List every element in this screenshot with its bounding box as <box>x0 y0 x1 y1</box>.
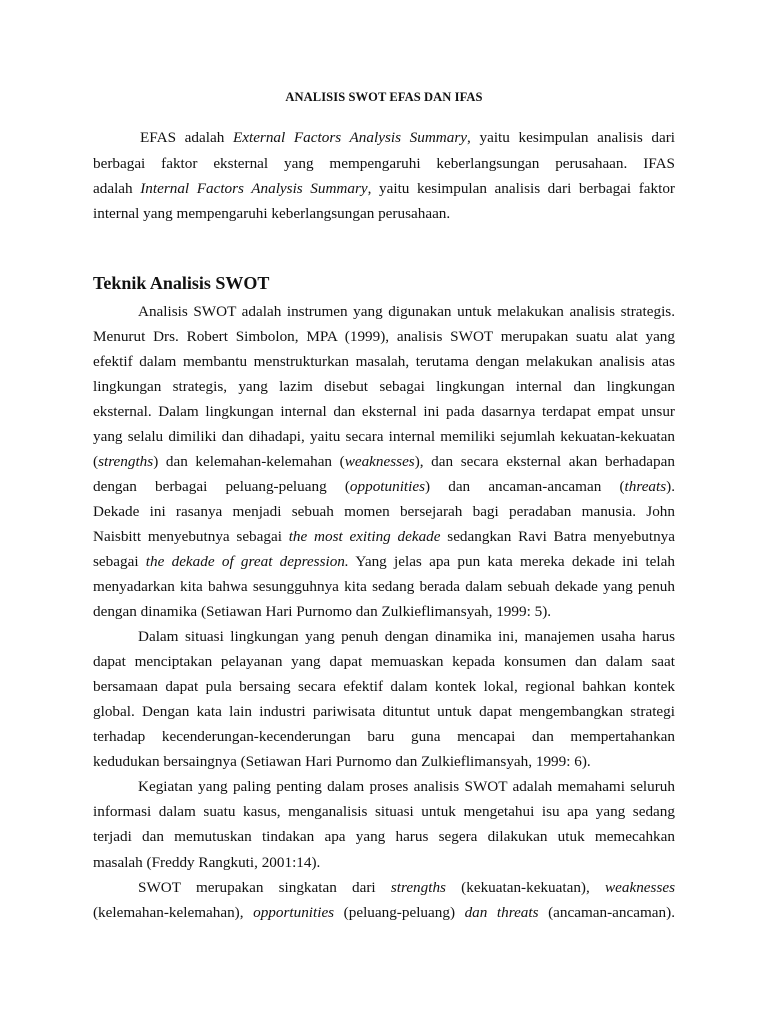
text-run: (kekuatan-kekuatan), <box>445 878 605 896</box>
text-line <box>93 424 675 449</box>
text-run: ). <box>666 477 675 495</box>
italic-term: External Factors Analysis Summary <box>232 129 468 147</box>
text-run: EFAS adalah <box>140 129 233 147</box>
text-run: masalah (Freddy Rangkuti, 2001:14). <box>93 853 321 871</box>
text-line <box>93 474 675 499</box>
text-line <box>93 549 675 574</box>
text-run: internal yang mempengaruhi keberlangsungan perusahaan. <box>93 205 451 223</box>
text-run: (peluang-peluang) <box>334 903 465 921</box>
italic-term: weaknesses <box>344 452 415 470</box>
text-run: terhadap kecenderungan-kecenderungan baru guna mencapai dan mempertahankan <box>93 728 675 746</box>
text-run: Analisis SWOT adalah instrumen yang digunakan untuk melakukan analisis strategis. <box>138 302 675 320</box>
italic-term: threats <box>624 477 667 495</box>
text-line <box>93 624 675 649</box>
text-run: sebagai <box>93 552 146 570</box>
text-run: , yaitu kesimpulan analisis dari <box>467 129 675 147</box>
text-line <box>93 799 675 824</box>
text-run: yang selalu dimiliki dan dihadapi, yaitu secara internal memiliki sejumlah kekuatan-kekuatan <box>93 427 675 445</box>
text-run: dengan berbagai peluang-peluang ( <box>93 477 350 495</box>
text-run: sedangkan Ravi Batra menyebutnya <box>440 527 675 545</box>
intro-paragraph <box>93 125 675 226</box>
text-line <box>93 449 675 474</box>
italic-term: oppotunities <box>349 477 425 495</box>
italic-term: dan threats <box>464 903 539 921</box>
text-line <box>93 649 675 674</box>
text-line <box>93 524 675 549</box>
text-run: kedudukan bersaingnya (Setiawan Hari Purnomo dan Zulkieflimansyah, 1999: 6). <box>93 753 591 771</box>
text-run: Naisbitt menyebutnya sebagai <box>93 527 289 545</box>
text-line <box>93 824 675 849</box>
document-title: ANALISIS SWOT EFAS DAN IFAS <box>285 89 483 104</box>
text-run: ) dan ancaman-ancaman ( <box>425 477 625 495</box>
text-run: (kelemahan-kelemahan), <box>93 903 254 921</box>
text-run: adalah <box>93 179 141 197</box>
text-run: Dalam situasi lingkungan yang penuh dengan dinamika ini, manajemen usaha harus <box>138 628 675 646</box>
italic-term: strengths <box>98 452 154 470</box>
text-run: dengan dinamika (Setiawan Hari Purnomo dan Zulkieflimansyah, 1999: 5). <box>93 603 552 621</box>
text-run: (ancaman-ancaman). <box>538 903 675 921</box>
paragraph <box>93 875 675 925</box>
text-run: terjadi dan memutuskan tindakan apa yang harus segera dilakukan utuk memecahkan <box>93 828 675 846</box>
text-line <box>93 900 675 925</box>
text-run: ) dan kelemahan-kelemahan ( <box>153 452 345 470</box>
text-run: dapat menciptakan pelayanan yang dapat memuaskan kepada konsumen dan dalam saat <box>93 653 675 671</box>
text-line <box>93 125 675 150</box>
italic-term: opportunities <box>253 903 335 921</box>
text-line <box>93 151 675 176</box>
text-run: lingkungan strategis, yang lazim disebut sebagai lingkungan internal dan lingkungan <box>93 377 675 395</box>
text-run: Menurut Drs. Robert Simbolon, MPA (1999), analisis SWOT merupakan suatu alat yang <box>93 327 675 345</box>
text-line <box>93 850 675 875</box>
paragraph <box>93 624 675 774</box>
text-run: , yaitu kesimpulan analisis dari berbagai faktor <box>367 179 675 197</box>
text-run: eksternal. Dalam lingkungan internal dan eksternal ini pada dasarnya terdapat empat unsur <box>93 402 675 420</box>
paragraph <box>93 774 675 874</box>
text-line <box>93 574 675 599</box>
text-line <box>93 749 675 774</box>
text-run: menyadarkan kita bahwa sesungguhnya kita sedang berada dalam sebuah dekade yang penuh <box>93 578 675 596</box>
text-line <box>93 599 675 624</box>
text-line <box>93 176 675 201</box>
text-line <box>93 324 675 349</box>
paragraph <box>93 299 675 625</box>
text-run: efektif dalam membantu menstrukturkan masalah, terutama dengan melakukan analisis atas <box>93 352 675 370</box>
text-line <box>93 699 675 724</box>
text-run: SWOT merupakan singkatan dari <box>138 878 391 896</box>
text-run: global. Dengan kata lain industri pariwisata dituntut untuk dapat mengembangkan strategi <box>93 703 675 721</box>
italic-term: Internal Factors Analysis Summary <box>140 179 368 197</box>
text-line <box>93 299 675 324</box>
text-line <box>93 399 675 424</box>
italic-term: the dekade of great depression. <box>145 552 349 570</box>
text-line <box>93 875 675 900</box>
text-line <box>93 674 675 699</box>
text-line <box>93 724 675 749</box>
text-run: berbagai faktor eksternal yang mempengaruhi keberlangsungan perusahaan. IFAS <box>93 154 675 172</box>
text-run: Kegiatan yang paling penting dalam proses analisis SWOT adalah memahami seluruh <box>138 778 675 796</box>
text-run: bersamaan dapat pula bersaing secara efektif dalam kontek lokal, regional bahkan kontek <box>93 678 675 696</box>
text-line <box>93 499 675 524</box>
text-run: ( <box>93 452 99 470</box>
text-run: informasi dalam suatu kasus, menganalisis situasi untuk mengetahui isu apa yang sedang <box>93 803 675 821</box>
text-line <box>93 774 675 799</box>
section-heading: Teknik Analisis SWOT <box>93 272 270 293</box>
text-run: ), dan secara eksternal akan berhadapan <box>414 452 675 470</box>
text-line <box>93 349 675 374</box>
italic-term: the most exiting dekade <box>288 527 441 545</box>
text-line <box>93 201 675 226</box>
text-line <box>93 374 675 399</box>
italic-term: strengths <box>390 878 446 896</box>
text-run: Dekade ini rasanya menjadi sebuah momen bersejarah bagi peradaban manusia. John <box>93 502 675 520</box>
section-body <box>93 299 675 925</box>
italic-term: weaknesses <box>605 878 675 896</box>
text-run: Yang jelas apa pun kata mereka dekade ini telah <box>348 552 675 570</box>
